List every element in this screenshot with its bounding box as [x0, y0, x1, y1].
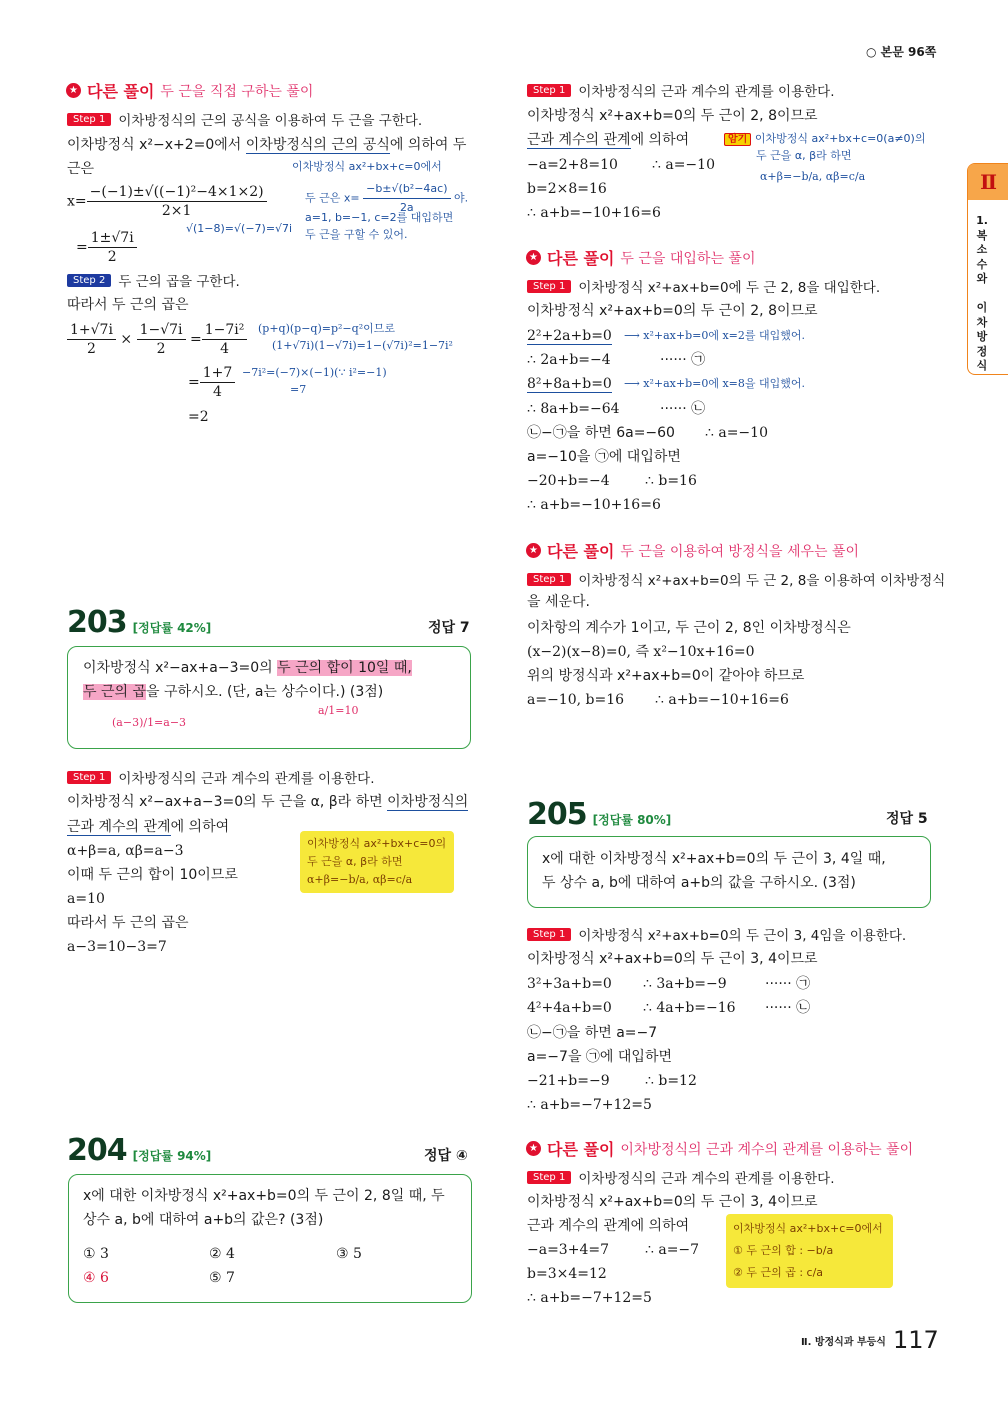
text-line [67, 136, 466, 154]
alt-solution-heading [66, 79, 313, 102]
text-line: a=−7을 ㉠에 대입하면 [527, 1049, 672, 1065]
chapter-tab[interactable] [967, 163, 1008, 375]
denominator: 4 [213, 384, 222, 400]
text-line [67, 793, 468, 811]
formula [76, 229, 137, 266]
numerator: −(−1)±√((−1)²−4×1×2) [87, 183, 267, 202]
numerator: 1+7 [200, 364, 236, 383]
fraction [200, 364, 236, 401]
text-line: ∴ b=16 [645, 473, 697, 489]
problem-205-header [527, 797, 671, 832]
text: = [188, 374, 200, 391]
text-line: ∴ a+b=−10+16=6 [527, 205, 661, 221]
text: = [76, 239, 88, 256]
step-text: 두 근의 곱을 구한다. [118, 274, 240, 290]
annotation: √(1−8)=√(−7)=√7i [186, 222, 293, 235]
text-line: 근과 계수의 관계에 의하여 [527, 1218, 690, 1234]
text: x= [67, 193, 87, 210]
text-line: ∴ 4a+b=−16 [643, 1000, 736, 1016]
text-line: −21+b=−9 [527, 1073, 610, 1089]
alt-solution-heading [526, 246, 755, 269]
alt-solution-heading [526, 539, 859, 562]
text: 야. [454, 191, 469, 205]
text-line: ∴ a+b=−7+12=5 [527, 1290, 652, 1306]
question-line: x에 대한 이차방정식 x²+ax+b=0의 두 근이 2, 8일 때, 두 [83, 1188, 445, 1204]
text-line: ∴ a=−10 [705, 425, 768, 441]
text-line: 이차방정식 x²+ax+b=0의 두 근이 2, 8이므로 [527, 303, 818, 319]
choice-4-checked[interactable]: ④ 6 [83, 1270, 109, 1286]
annotation: ⟶ x²+ax+b=0에 x=2를 대입했어. [624, 329, 806, 342]
formula [67, 183, 267, 220]
problem-204-header [67, 1133, 211, 1168]
text-line: ∴ a=−10 [652, 157, 715, 173]
text: 을 구하시오. (단, a는 상수이다.) (3점) [146, 684, 384, 700]
text-line: (x−2)(x−8)=0, 즉 x²−10x+16=0 [527, 644, 755, 660]
text: 에 의하여 두 [389, 137, 467, 153]
text: 에 의하여 [170, 819, 230, 835]
step-badge: Step 1 [67, 113, 111, 126]
step-badge: Step 1 [527, 1171, 571, 1184]
annotation: (1+√7i)(1−√7i)=1−(√7i)²=1−7i² [272, 339, 453, 352]
text: 이차방정식 x²−ax+a−3=0의 [83, 660, 278, 676]
problem-box [527, 836, 931, 908]
denominator: 4 [220, 341, 230, 357]
footer-section: Ⅱ. 방정식과 부등식 [801, 1337, 886, 1348]
text: = [190, 331, 202, 348]
step-text: 이차방정식 x²+ax+b=0의 두 근 2, 8을 이용하여 이차방정식 [578, 573, 946, 589]
denominator: 2 [107, 249, 117, 265]
step-badge: Step 1 [527, 928, 571, 941]
question-line [83, 683, 383, 701]
step-text: 이차방정식의 근과 계수의 관계를 이용한다. [578, 1171, 835, 1187]
fraction [202, 321, 248, 358]
choice-2[interactable]: ② 4 [209, 1246, 235, 1262]
highlighted-text: 두 근의 곱 [83, 684, 146, 700]
alt-subtitle: 두 근을 직접 구하는 풀이 [160, 83, 314, 100]
chapter-roman: Ⅱ [968, 164, 1008, 200]
denominator: 2 [87, 341, 96, 357]
alt-solution-heading [526, 1137, 913, 1160]
fraction [87, 183, 267, 220]
problem-203-header [67, 605, 211, 640]
text-line: ∴ 8a+b=−64 [527, 401, 620, 417]
annotation: 두 근을 α, β라 하면 [756, 149, 852, 162]
text-line: ∴ a+b=−10+16=6 [655, 692, 789, 708]
correct-rate: [정답률 80%] [592, 813, 672, 827]
text-line: 3²+3a+b=0 [527, 976, 612, 992]
text-line: ∴ 2a+b=−4 [527, 352, 611, 368]
formula: =2 [188, 409, 209, 425]
text-line: 이때 두 근의 합이 10이므로 [67, 867, 238, 883]
question-line: 상수 a, b에 대하여 a+b의 값은? (3점) [83, 1212, 324, 1228]
annotation: a/1=10 [318, 704, 359, 717]
step-2 [67, 270, 240, 290]
text: 이차방정식 x²−x+2=0에서 [67, 137, 246, 153]
text-line [527, 131, 689, 149]
numerator: −b±√(b²−4ac) [363, 180, 450, 199]
annotation: =7 [290, 383, 307, 396]
alt-label: 다른 풀이 [87, 82, 155, 101]
text-line: −a=2+8=10 [527, 157, 618, 173]
problem-number: 205 [527, 797, 587, 832]
text-line: 이차항의 계수가 1이고, 두 근이 2, 8인 이차방정식은 [527, 620, 851, 636]
text-line: −20+b=−4 [527, 473, 610, 489]
chapter-title: 1. 복 소 수 와 이 차 방 정 식 [976, 214, 988, 372]
step-text: 이차방정식의 근과 계수의 관계를 이용한다. [578, 84, 835, 100]
tip-box [726, 1214, 893, 1288]
text: x²+ax+b=0에 x=8을 대입했어. [643, 377, 806, 390]
numerator: 1±√7i [88, 229, 137, 248]
text-line: ㉡−㉠을 하면 6a=−60 [527, 425, 675, 441]
step-text: 이차방정식 x²+ax+b=0의 두 근이 3, 4임을 이용한다. [578, 928, 907, 944]
tip-line: 두 근을 α, β라 하면 [307, 855, 403, 868]
underlined-text: 이차방정식의 [387, 794, 469, 810]
text-line: 이차방정식 x²+ax+b=0의 두 근이 2, 8이므로 [527, 108, 818, 124]
tip-box [300, 831, 454, 893]
step-badge: Step 1 [527, 84, 571, 97]
annotation: 두 근을 구할 수 있어. [305, 228, 408, 241]
text-line: a=10 [67, 891, 105, 907]
text-line: 따라서 두 근의 곱은 [67, 297, 189, 313]
text-line: 을 세운다. [527, 594, 590, 610]
text-line: a=−10을 ㉠에 대입하면 [527, 449, 681, 465]
step-1 [527, 569, 945, 589]
alt-label: 다른 풀이 [547, 1140, 615, 1159]
text-line: ······ ㉠ [765, 976, 811, 992]
text-line: 근은 [67, 161, 95, 177]
text-line: −a=3+4=7 [527, 1242, 609, 1258]
numerator: 1+√7i [67, 321, 116, 340]
tip-line: 이차방정식 ax²+bx+c=0의 [307, 837, 447, 850]
fraction [67, 321, 116, 358]
problem-number: 204 [67, 1133, 127, 1168]
text-line: 위의 방정식과 x²+ax+b=0이 같아야 하므로 [527, 668, 805, 684]
text-line [67, 818, 229, 836]
answer: 정답 7 [428, 620, 470, 636]
numerator: 1−√7i [137, 321, 186, 340]
tip-line: α+β=−b/a, αβ=c/a [307, 873, 413, 886]
step-text: 이차방정식의 근과 계수의 관계를 이용한다. [118, 771, 375, 787]
choice-3[interactable]: ③ 5 [336, 1246, 362, 1262]
text-line: 따라서 두 근의 곱은 [67, 915, 189, 931]
answer: 정답 ④ [424, 1148, 468, 1164]
text-line: ∴ 3a+b=−9 [643, 976, 727, 992]
text: 이차방정식 x²−ax+a−3=0의 두 근을 α, β라 하면 [67, 794, 388, 810]
memo-note [724, 132, 925, 147]
text: 에 의하여 [630, 132, 690, 148]
alt-subtitle: 두 근을 대입하는 풀이 [620, 250, 756, 267]
text-line: ∴ a=−7 [645, 1242, 700, 1258]
fraction [137, 321, 186, 358]
text-line: ······ ㉠ [660, 352, 706, 368]
step-1 [527, 80, 835, 100]
annotation: −7i²=(−7)×(−1)(∵ i²=−1) [242, 366, 387, 379]
underlined-text: 근과 계수의 관계 [527, 132, 631, 148]
choice-5[interactable]: ⑤ 7 [209, 1270, 235, 1286]
fraction [88, 229, 137, 266]
text-line: ······ ㉡ [660, 401, 706, 417]
step-text: 이차방정식의 근의 공식을 이용하여 두 근을 구한다. [118, 113, 423, 129]
underlined-text: 2²+2a+b=0 [527, 328, 612, 344]
denominator: 2×1 [161, 203, 192, 219]
text-line: 이차방정식 x²+ax+b=0의 두 근이 3, 4이므로 [527, 1194, 818, 1210]
alt-label: 다른 풀이 [547, 249, 615, 268]
step-1 [527, 1167, 835, 1187]
step-badge: Step 2 [67, 274, 111, 287]
text-line: a=−10, b=16 [527, 692, 625, 708]
annotation: 이차방정식 ax²+bx+c=0에서 [292, 160, 442, 173]
step-badge: Step 1 [527, 573, 571, 586]
text-line: ㉡−㉠을 하면 a=−7 [527, 1025, 658, 1041]
annotation: (a−3)/1=a−3 [112, 716, 187, 729]
alt-label: 다른 풀이 [547, 542, 615, 561]
alt-subtitle: 이차방정식의 근과 계수의 관계를 이용하는 풀이 [620, 1141, 914, 1158]
text-line: ······ ㉡ [765, 1000, 811, 1016]
tip-line: ② 두 근의 곱 : c/a [733, 1266, 824, 1279]
underlined-text: 근과 계수의 관계 [67, 819, 171, 835]
circle-icon: ○ [866, 45, 881, 59]
annotation: ⟶ x²+ax+b=0에 x=8을 대입했어. [624, 377, 806, 390]
page-number: 117 [893, 1326, 939, 1354]
reference-page [866, 43, 936, 61]
denominator: 2 [156, 341, 166, 357]
tip-line: 이차방정식 ax²+bx+c=0에서 [733, 1222, 883, 1235]
text-line: b=3×4=12 [527, 1266, 607, 1282]
underlined-text: 이차방정식의 근의 공식 [245, 137, 390, 153]
problem-number: 203 [67, 605, 127, 640]
text-line: a−3=10−3=7 [67, 939, 167, 955]
numerator: 1−7i² [202, 321, 248, 340]
step-1 [67, 767, 375, 787]
memorize-badge: 암기 [724, 133, 751, 146]
choice-1[interactable]: ① 3 [83, 1246, 109, 1262]
text-line: b=2×8=16 [527, 181, 607, 197]
underlined-text: 8²+8a+b=0 [527, 376, 612, 392]
tip-line: ① 두 근의 합 : −b/a [733, 1244, 834, 1257]
text: × [120, 331, 133, 348]
annotation: a=1, b=−1, c=2를 대입하면 [305, 211, 454, 224]
star-icon: ★ [66, 83, 81, 98]
step-badge: Step 1 [67, 771, 111, 784]
denominator: 2a [399, 201, 414, 214]
star-icon: ★ [526, 1141, 541, 1156]
text-line: ∴ a+b=−7+12=5 [527, 1097, 652, 1113]
alt-subtitle: 두 근을 이용하여 방정식을 세우는 풀이 [620, 543, 860, 560]
question-line: 두 상수 a, b에 대하여 a+b의 값을 구하시오. (3점) [542, 875, 856, 891]
text-line: α+β=a, αβ=a−3 [67, 843, 184, 859]
formula [67, 321, 247, 358]
text-line: ∴ b=12 [645, 1073, 697, 1089]
step-text: 이차방정식 x²+ax+b=0에 두 근 2, 8을 대입한다. [578, 280, 881, 296]
text: x²+ax+b=0에 x=2를 대입했어. [643, 329, 806, 342]
star-icon: ★ [526, 543, 541, 558]
correct-rate: [정답률 94%] [132, 1149, 212, 1163]
question-line: x에 대한 이차방정식 x²+ax+b=0의 두 근이 3, 4일 때, [542, 851, 886, 867]
correct-rate: [정답률 42%] [132, 621, 212, 635]
text: 두 근은 x= [305, 191, 360, 205]
step-badge: Step 1 [527, 280, 571, 293]
text-line: ∴ a+b=−10+16=6 [527, 497, 661, 513]
text: 이차방정식 ax²+bx+c=0(a≠0)의 [754, 132, 926, 145]
highlighted-text: 두 근의 합이 10일 때, [277, 660, 412, 676]
text-line: 4²+4a+b=0 [527, 1000, 612, 1016]
step-1 [527, 276, 880, 296]
answer: 정답 5 [886, 811, 928, 827]
annotation: α+β=−b/a, αβ=c/a [760, 170, 866, 183]
star-icon: ★ [526, 250, 541, 265]
annotation: (p+q)(p−q)=p²−q²이므로 [258, 322, 395, 335]
step-1 [67, 109, 422, 129]
formula [188, 364, 235, 401]
step-1 [527, 924, 906, 944]
question-line [83, 659, 412, 677]
reference-label: 본문 96쪽 [880, 45, 937, 59]
text-line: 이차방정식 x²+ax+b=0의 두 근이 3, 4이므로 [527, 951, 818, 967]
